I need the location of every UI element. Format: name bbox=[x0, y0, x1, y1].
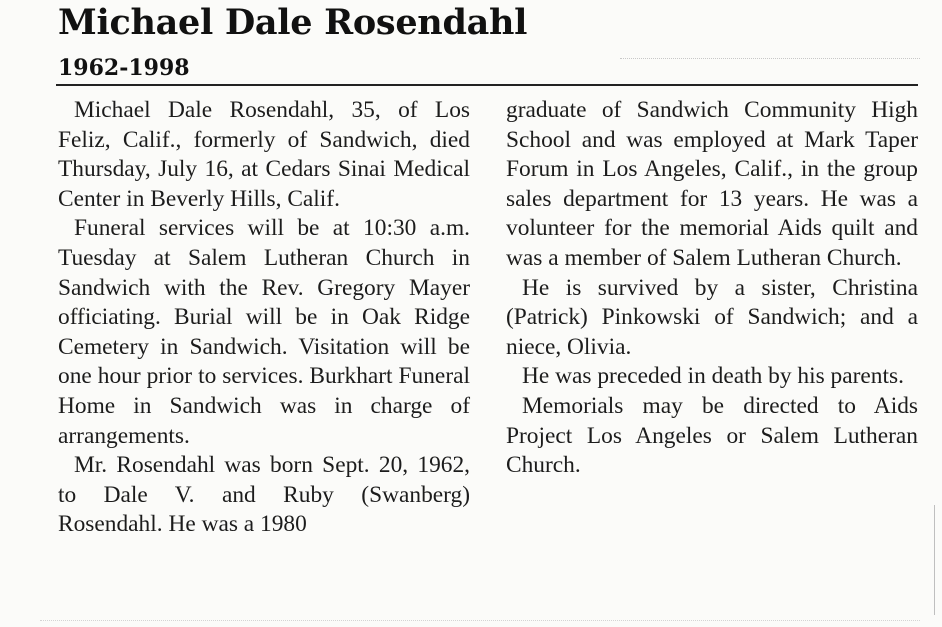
paragraph-funeral-services: Funeral services will be at 10:30 a.m. Tuesday at Salem Lutheran Church in Sandwich with the Rev. Gregory Mayer officiating. Burial will be in Oak Ridge Cemetery in Sandwich. Visitation will be one hour prior to services. Burkhart Funeral Home in Sandwich was in charge of arrangements. bbox=[58, 215, 470, 449]
obituary-column-left bbox=[58, 96, 470, 540]
scan-edge-right bbox=[934, 505, 935, 615]
paragraph-survivors: He is survived by a sister, Christina (Patrick) Pinkowski of Sandwich; and a niece, Olivia. bbox=[506, 274, 918, 360]
paragraph-memorials: Memorials may be directed to Aids Project Los Angeles or Salem Lutheran Church. bbox=[506, 392, 918, 479]
obituary-column-right bbox=[506, 96, 918, 481]
paragraph-preceded: He was preceded in death by his parents. bbox=[522, 363, 904, 390]
scan-speckle bbox=[620, 58, 920, 59]
paragraph-birth: Mr. Rosendahl was born Sept. 20, 1962, to Dale V. and Ruby (Swanberg) Rosendahl. He was a 1980 bbox=[58, 452, 470, 538]
obituary-headline: Michael Dale Rosendahl bbox=[58, 2, 528, 43]
paragraph-education-career: graduate of Sandwich Community High School and was employed at Mark Taper Forum in Los Angeles, Calif., in the group sales department for 13 years. He was a volunteer for the memorial Aids quilt and was a member of Salem Lutheran Church. bbox=[506, 97, 918, 271]
life-years: 1962-1998 bbox=[58, 55, 190, 81]
scan-edge-bottom bbox=[40, 620, 920, 621]
headline-rule bbox=[56, 84, 918, 86]
paragraph-death-notice: Michael Dale Rosendahl, 35, of Los Feliz, Calif., formerly of Sandwich, died Thursday, July 16, at Cedars Sinai Medical Center in Beverly Hills, Calif. bbox=[58, 97, 470, 212]
